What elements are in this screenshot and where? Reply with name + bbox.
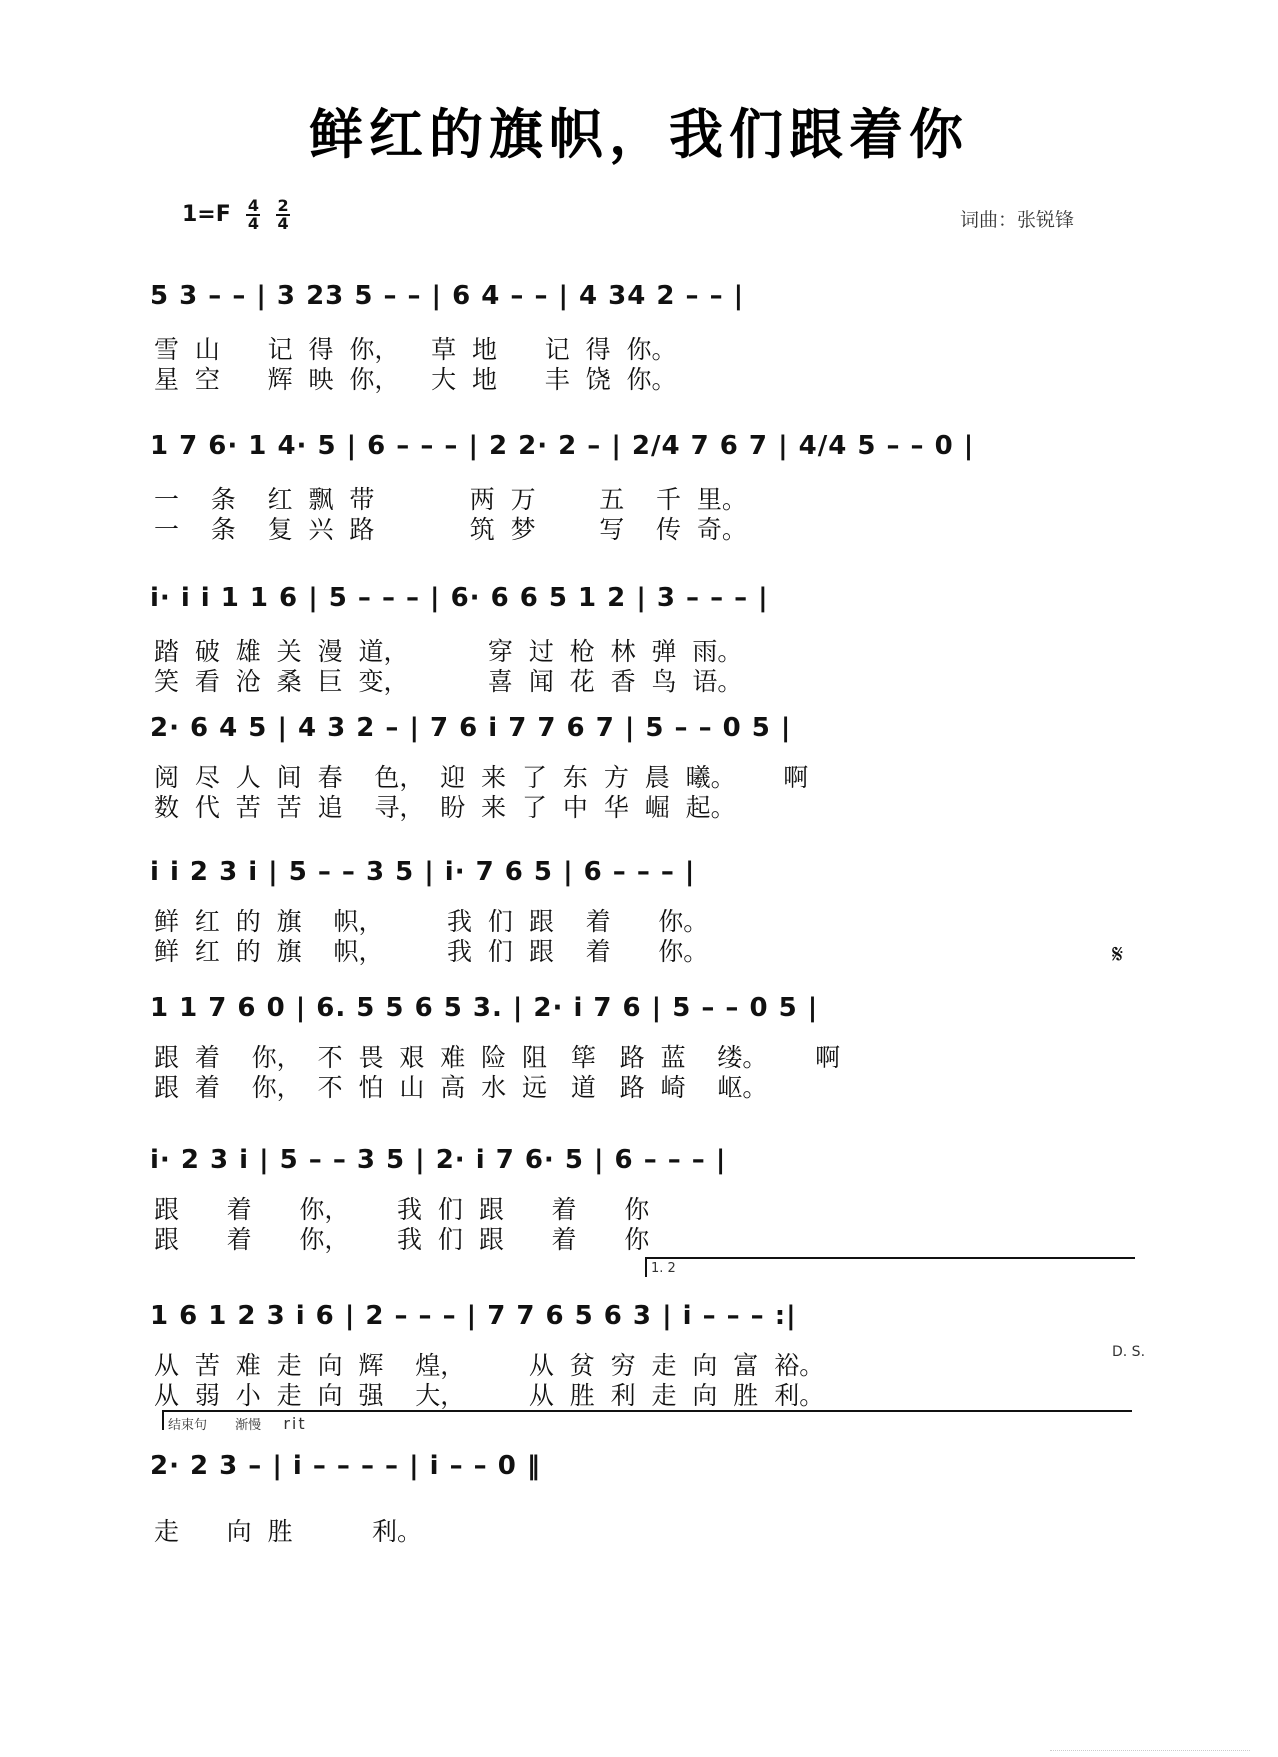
lyric-line: 走 向 胜 利。 [154,1517,423,1546]
da-segno-mark: D. S. [1112,1344,1146,1360]
lyric-verse-2: 从 弱 小 走 向 强 大， 从 胜 利 走 向 胜 利。 [154,1381,825,1410]
ending-label: 结束句 [168,1418,208,1433]
key-signature [182,198,290,232]
lyric-verse-2: 数 代 苦 苦 追 寻， 盼 来 了 中 华 崛 起。 [154,793,736,822]
lyric-verse-2: 跟 着 你， 我 们 跟 着 你 [154,1225,650,1254]
lyric-verse-1: 从 苦 难 走 向 辉 煌， 从 贫 穷 走 向 富 裕。 [154,1351,825,1380]
ending-bracket [162,1410,1132,1433]
tempo-text-1: 渐慢 [235,1418,262,1433]
lyric-verse-1: 踏 破 雄 关 漫 道， 穿 过 枪 林 弹 雨。 [154,637,743,666]
notes-line: 1 6 1 2 3 i 6 | 2 – – – | 7 7 6 5 6 3 | i – – – :| [150,1301,797,1331]
lyric-verse-2: 星 空 辉 映 你， 大 地 丰 饶 你。 [154,365,677,394]
lyric-verse-2: 笑 看 沧 桑 巨 变， 喜 闻 花 香 鸟 语。 [154,667,743,696]
notes-line: i· i i 1 1 6 | 5 – – – | 6· 6 6 5 1 2 | 3 – – – | [150,583,769,613]
lyric-verse-1: 跟 着 你， 我 们 跟 着 你 [154,1195,650,1224]
song-title: 鲜红的旗帜，我们跟着你 [309,102,969,166]
notes-line: 5 3 – – | 3 23 5 – – | 6 4 – – | 4 34 2 – – | [150,281,745,311]
volta-bracket: 1. 2 [645,1257,1135,1277]
notes-line: i· 2 3 i | 5 – – 3 5 | 2· i 7 6· 5 | 6 – – – | [150,1145,727,1175]
footer-dots [1050,1750,1250,1751]
lyric-verse-1: 一 条 红 飘 带 两 万 五 千 里。 [154,485,747,514]
lyric-verse-1: 跟 着 你， 不 畏 艰 难 险 阻 筚 路 蓝 缕。 啊 [154,1043,841,1072]
time-sig-2: $\frac{2}{4}$ [277,196,289,233]
lyric-verse-2: 一 条 复 兴 路 筑 梦 写 传 奇。 [154,515,747,544]
key-text: 1=F [182,202,231,227]
notes-line: 2· 2 3 – | i – – – – | i – – 0 ‖ [150,1451,541,1481]
lyric-verse-1: 鲜 红 的 旗 帜， 我 们 跟 着 你。 [154,907,709,936]
notes-line: i i 2 3 i | 5 – – 3 5 | i· 7 6 5 | 6 – – – | [150,857,696,887]
lyric-verse-2: 跟 着 你， 不 怕 山 高 水 远 道 路 崎 岖。 [154,1073,768,1102]
time-sig-1: $\frac{4}{4}$ [247,196,260,233]
tempo-text-2: rit [283,1414,307,1433]
notes-line: 1 7 6· 1 4· 5 | 6 – – – | 2 2· 2 – | 2/4 7 6 7 | 4/4 5 – – 0 | [150,431,975,461]
lyric-verse-1: 雪 山 记 得 你， 草 地 记 得 你。 [154,335,677,364]
credit: 词曲：张锐锋 [960,209,1075,231]
notes-line: 2· 6 4 5 | 4 3 2 – | 7 6 i 7 7 6 7 | 5 – – 0 5 | [150,713,792,743]
notes-line: 1 1 7 6 0 | 6. 5 5 6 5 3. | 2· i 7 6 | 5 – – 0 5 | [150,993,819,1023]
segno-sign: 𝄋 [1112,940,1124,970]
lyric-verse-2: 鲜 红 的 旗 帜， 我 们 跟 着 你。 [154,937,709,966]
lyric-verse-1: 阅 尽 人 间 春 色， 迎 来 了 东 方 晨 曦。 啊 [154,763,809,792]
